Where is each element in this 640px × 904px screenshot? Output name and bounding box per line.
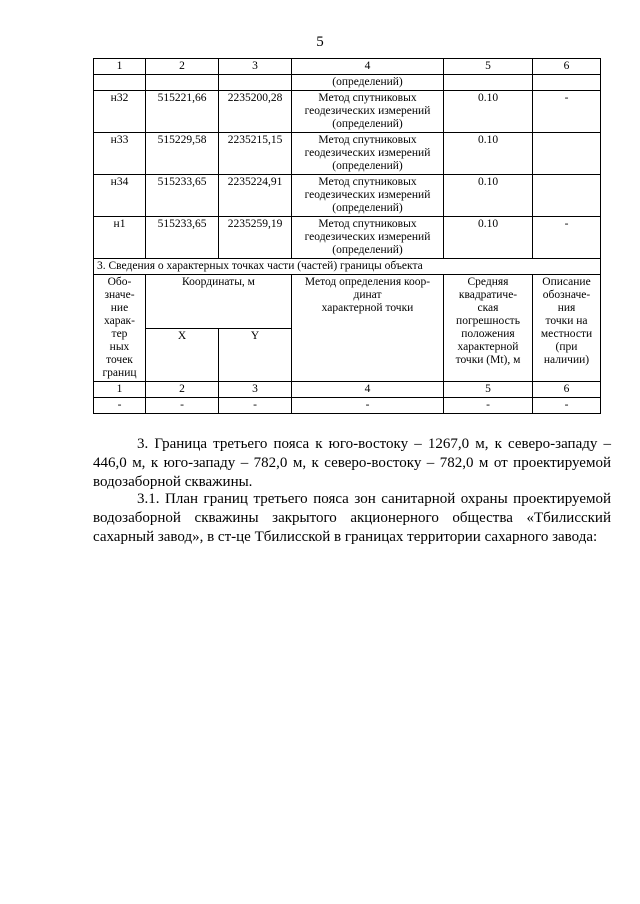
point-designation-header: Обо- значе- ние харак- тер ных точек границ (94, 275, 146, 382)
error-cell: 0.10 (444, 91, 533, 133)
error-header: Средняя квадратиче- ская погрешность положения характерной точки (Mt), м (444, 275, 533, 382)
dash-cell: - (292, 398, 444, 414)
error-cell: 0.10 (444, 217, 533, 259)
description-cell: - (533, 91, 601, 133)
number-cell: 3 (219, 382, 292, 398)
method-cell: Метод спутниковых геодезических измерений (определений) (292, 133, 444, 175)
section-title-row (94, 259, 601, 275)
dash-cell: - (94, 398, 146, 414)
number-cell: 6 (533, 382, 601, 398)
section3-empty-row (94, 398, 601, 414)
point-cell: н34 (94, 175, 146, 217)
method-cell: Метод спутниковых геодезических измерений (определений) (292, 175, 444, 217)
number-cell: 5 (444, 382, 533, 398)
x-cell: 515221,66 (146, 91, 219, 133)
table-header-number-row (94, 59, 601, 75)
y-cell: 2235224,91 (219, 175, 292, 217)
table-row (94, 133, 601, 175)
error-cell: 0.10 (444, 133, 533, 175)
dash-cell: - (533, 398, 601, 414)
point-cell: н33 (94, 133, 146, 175)
section3-header-row (94, 275, 601, 329)
header-number-cell: 3 (219, 59, 292, 75)
y-cell: 2235215,15 (219, 133, 292, 175)
header-number-cell: 2 (146, 59, 219, 75)
description-header: Описание обозначе- ния точки на местности (при наличии) (533, 275, 601, 382)
x-header: X (146, 328, 219, 382)
point-cell: н1 (94, 217, 146, 259)
boundary-points-table (93, 58, 601, 414)
y-header: Y (219, 328, 292, 382)
header-number-cell: 6 (533, 59, 601, 75)
description-cell (533, 133, 601, 175)
x-cell: 515233,65 (146, 217, 219, 259)
x-cell: 515229,58 (146, 133, 219, 175)
method-cell: Метод спутниковых геодезических измерений (определений) (292, 91, 444, 133)
section3-number-row (94, 382, 601, 398)
table-row (94, 217, 601, 259)
method-header: Метод определения коор- динат характерной точки (292, 275, 444, 382)
error-cell: 0.10 (444, 175, 533, 217)
y-cell: 2235200,28 (219, 91, 292, 133)
header-number-cell: 1 (94, 59, 146, 75)
table-row (94, 175, 601, 217)
number-cell: 1 (94, 382, 146, 398)
table-row (94, 91, 601, 133)
description-cell (533, 175, 601, 217)
method-cell: Метод спутниковых геодезических измерений (определений) (292, 217, 444, 259)
page-number: 5 (316, 34, 324, 50)
y-cell: 2235259,19 (219, 217, 292, 259)
paragraph-plan-description: 3.1. План границ третьего пояса зон санитарной охраны проектируемой водозаборной скважины закрытого акционерного общества «Тбилисский сахарный завод», в ст-це Тбилисской в границах территории сахарного завода: (93, 491, 611, 545)
section3-title: 3. Сведения о характерных точках части (частей) границы объекта (94, 259, 601, 275)
continuation-cell: (определений) (292, 75, 444, 91)
dash-cell: - (146, 398, 219, 414)
number-cell: 2 (146, 382, 219, 398)
point-cell: н32 (94, 91, 146, 133)
number-cell: 4 (292, 382, 444, 398)
coordinates-header: Координаты, м (146, 275, 292, 329)
dash-cell: - (219, 398, 292, 414)
paragraph-third-zone-boundary: 3. Граница третьего пояса к юго-востоку – 1267,0 м, к северо-западу – 446,0 м, к юго-западу – 782,0 м, к северо-востоку – 782,0 м от проектируемой водозаборной скважины. (93, 436, 611, 490)
table-row-continuation (94, 75, 601, 91)
dash-cell: - (444, 398, 533, 414)
header-number-cell: 5 (444, 59, 533, 75)
description-cell: - (533, 217, 601, 259)
x-cell: 515233,65 (146, 175, 219, 217)
header-number-cell: 4 (292, 59, 444, 75)
